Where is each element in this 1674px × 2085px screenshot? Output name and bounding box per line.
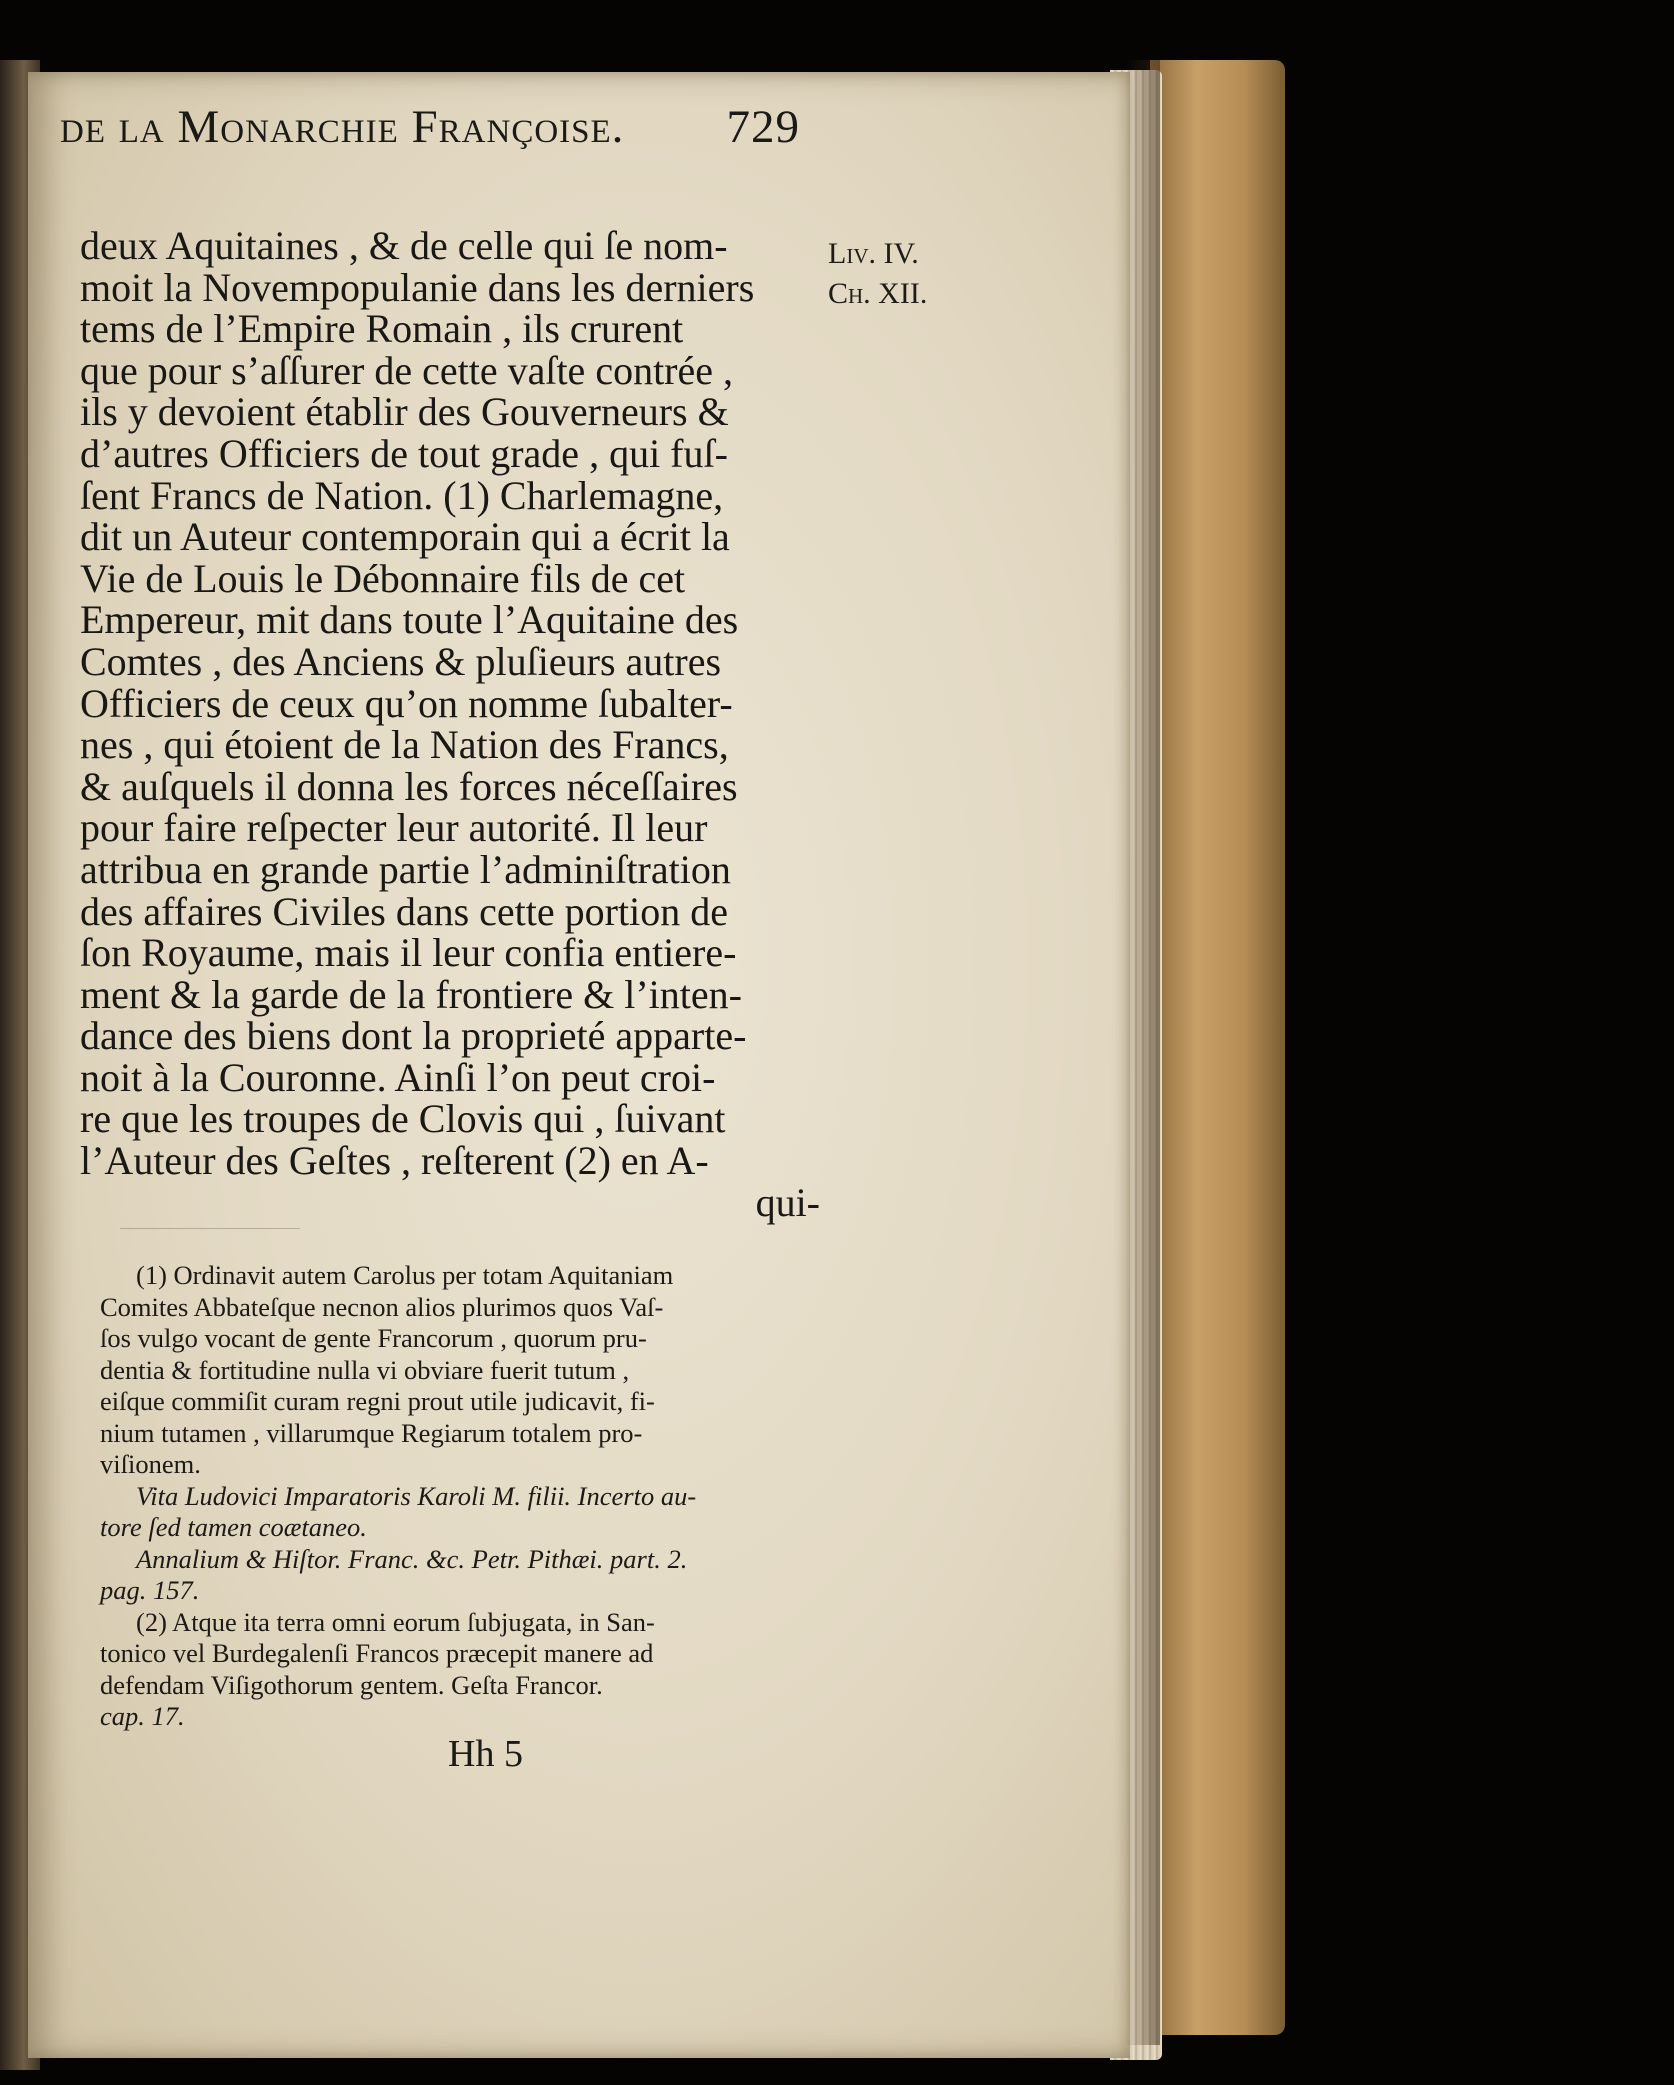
footnote-line: Vita Ludovici Imparatoris Karoli M. filii. Incerto au- (136, 1480, 697, 1511)
footnote-line: pag. 157. (100, 1575, 200, 1605)
body-line: attribua en grande partie l’adminiſtration (80, 846, 731, 892)
body-line: dance des biens dont la proprieté apparte- (80, 1013, 747, 1059)
body-line: noit à la Couronne. Ainſi l’on peut croi- (80, 1054, 716, 1100)
body-line: des affaires Civiles dans cette portion de (80, 888, 728, 934)
footnote-line: (1) Ordinavit autem Carolus per totam Aquitaniam (136, 1260, 674, 1290)
footnote-line: tonico vel Burdegalenſi Francos præcepit manere ad (100, 1638, 654, 1668)
footnote-line: eiſque commiſit curam regni prout utile judicavit, fi- (100, 1386, 655, 1416)
running-head-title: de la Monarchie Françoise. (60, 101, 625, 153)
body-text (80, 225, 820, 1223)
body-line: pour faire reſpecter leur autorité. Il leur (80, 805, 708, 851)
body-line: deux Aquitaines , & de celle qui ſe nom- (80, 223, 728, 268)
gutter-shadow (1125, 60, 1160, 2045)
body-line: tems de l’Empire Romain , ils crurent (80, 306, 684, 352)
body-line: nes , qui étoient de la Nation des Francs, (80, 722, 729, 768)
footnote-line: dentia & fortitudine nulla vi obviare fuerit tutum , (100, 1354, 630, 1385)
page-number: 729 (726, 101, 800, 153)
footnotes (100, 1260, 840, 1733)
footnote-line: defendam Viſigothorum gentem. Geſta Francor. (100, 1669, 603, 1700)
margin-note-chapter: Ch. XII. (828, 277, 928, 310)
footnote-line: cap. 17. (100, 1701, 185, 1731)
footnote-line: nium tutamen , villarumque Regiarum totalem pro- (100, 1417, 643, 1448)
body-line: ment & la garde de la frontiere & l’inten- (80, 971, 742, 1017)
body-line: que pour s’aſſurer de cette vaſte contrée , (80, 347, 734, 393)
body-line: Officiers de ceux qu’on nomme ſubalter- (80, 680, 733, 726)
body-line: Vie de Louis le Débonnaire fils de cet (80, 555, 686, 601)
body-line: Empereur, mit dans toute l’Aquitaine des (80, 597, 739, 643)
body-line: dit un Auteur contemporain qui a écrit la (80, 514, 730, 560)
footnote-rule (120, 1228, 300, 1229)
body-line: l’Auteur des Geſtes , reſterent (2) en A- (80, 1138, 709, 1184)
body-line: qui- (755, 1179, 820, 1225)
footnote-line: tore ſed tamen coætaneo. (100, 1512, 367, 1542)
body-line: moit la Novempopulanie dans les derniers (80, 264, 755, 310)
book-cover-edge (1150, 60, 1285, 2035)
body-line: ſent Francs de Nation. (1) Charlemagne, (80, 472, 724, 518)
footnote-line: Comites Abbateſque necnon alios plurimos quos Vaſ- (100, 1291, 664, 1322)
body-line: ils y devoient établir des Gouverneurs & (80, 389, 729, 435)
footnote-line: Annalium & Hiſtor. Franc. &c. Petr. Pithæi. part. 2. (136, 1543, 688, 1574)
body-line: & auſquels il donna les forces néceſſaires (80, 763, 738, 809)
footnote-line: ſos vulgo vocant de gente Francorum , quorum pru- (100, 1323, 647, 1353)
signature-mark: Hh 5 (448, 1733, 523, 1775)
body-line: re que les troupes de Clovis qui , ſuivant (80, 1096, 726, 1142)
footnote-line: viſionem. (100, 1449, 201, 1479)
margin-note-book: Liv. IV. (828, 237, 919, 270)
body-line: d’autres Officiers de tout grade , qui fuſ- (80, 430, 728, 476)
running-head (60, 100, 800, 170)
margin-note (828, 234, 958, 314)
body-line: ſon Royaume, mais il leur confia entiere- (80, 930, 737, 976)
footnote-line: (2) Atque ita terra omni eorum ſubjugata, in San- (136, 1606, 655, 1637)
body-line: Comtes , des Anciens & pluſieurs autres (80, 638, 722, 684)
